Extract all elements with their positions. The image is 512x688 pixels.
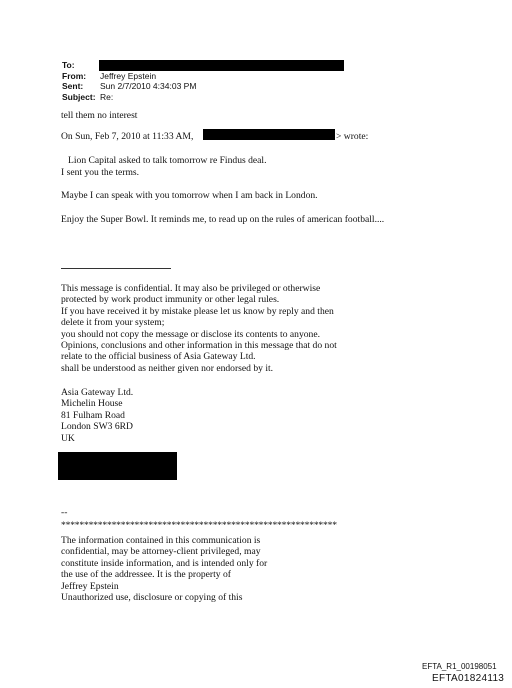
disclaimer-line: delete it from your system;	[61, 317, 165, 329]
quote-line-4: Enjoy the Super Bowl. It reminds me, to read up on the rules of american football....	[61, 214, 385, 225]
address-line: Michelin House	[61, 398, 123, 410]
subject-label: Subject:	[62, 91, 96, 102]
address-line: UK	[61, 432, 75, 444]
quote-intro-prefix: On Sun, Feb 7, 2010 at 11:33 AM,	[61, 131, 194, 142]
signature-rule	[61, 268, 171, 269]
redaction-to	[99, 60, 344, 71]
quote-intro-suffix: > wrote:	[336, 131, 369, 142]
from-label: From:	[62, 70, 87, 81]
signature-separator: --	[61, 507, 68, 518]
notice-line: confidential, may be attorney-client privileged, may	[61, 546, 261, 558]
quote-line-2: I sent you the terms.	[61, 167, 140, 178]
address-block	[61, 387, 133, 444]
stars-divider: ************************************************************	[61, 520, 337, 531]
notice-line: Unauthorized use, disclosure or copying of this	[61, 592, 243, 604]
quote-line-3: Maybe I can speak with you tomorrow when I am back in London.	[61, 190, 318, 201]
footer-id-2: EFTA01824113	[432, 673, 505, 684]
disclaimer-line: you should not copy the message or disclose its contents to anyone.	[61, 328, 320, 340]
redaction-quote-sender	[203, 129, 335, 140]
footer-id-1: EFTA_R1_00198051	[422, 662, 497, 671]
notice-line: Jeffrey Epstein	[61, 580, 119, 592]
quote-line-1: Lion Capital asked to talk tomorrow re Findus deal.	[68, 155, 267, 166]
address-line: London SW3 6RD	[61, 421, 133, 433]
notice-line: constitute inside information, and is intended only for	[61, 557, 268, 569]
disclaimer-line: If you have received it by mistake please let us know by reply and then	[61, 305, 334, 317]
sent-value: Sun 2/7/2010 4:34:03 PM	[100, 81, 197, 91]
disclaimer-block	[61, 283, 337, 374]
to-label: To:	[62, 60, 75, 70]
redaction-signature	[58, 452, 177, 480]
disclaimer-line: This message is confidential. It may also be privileged or otherwise	[61, 283, 321, 294]
notice-line: The information contained in this communication is	[61, 535, 261, 546]
subject-value: Re:	[100, 91, 114, 102]
notice-block	[61, 535, 267, 603]
reply-text: tell them no interest	[61, 110, 138, 121]
address-line: Asia Gateway Ltd.	[61, 387, 134, 398]
disclaimer-line: shall be understood as neither given nor endorsed by it.	[61, 362, 274, 374]
address-line: 81 Fulham Road	[61, 409, 125, 421]
notice-line: the use of the addressee. It is the property of	[61, 569, 231, 581]
from-value: Jeffrey Epstein	[100, 70, 157, 81]
sent-label: Sent:	[62, 81, 84, 91]
disclaimer-line: Opinions, conclusions and other information in this message that do not	[61, 340, 337, 352]
disclaimer-line: protected by work product immunity or other legal rules.	[61, 294, 280, 306]
disclaimer-line: relate to the official business of Asia Gateway Ltd.	[61, 351, 256, 363]
